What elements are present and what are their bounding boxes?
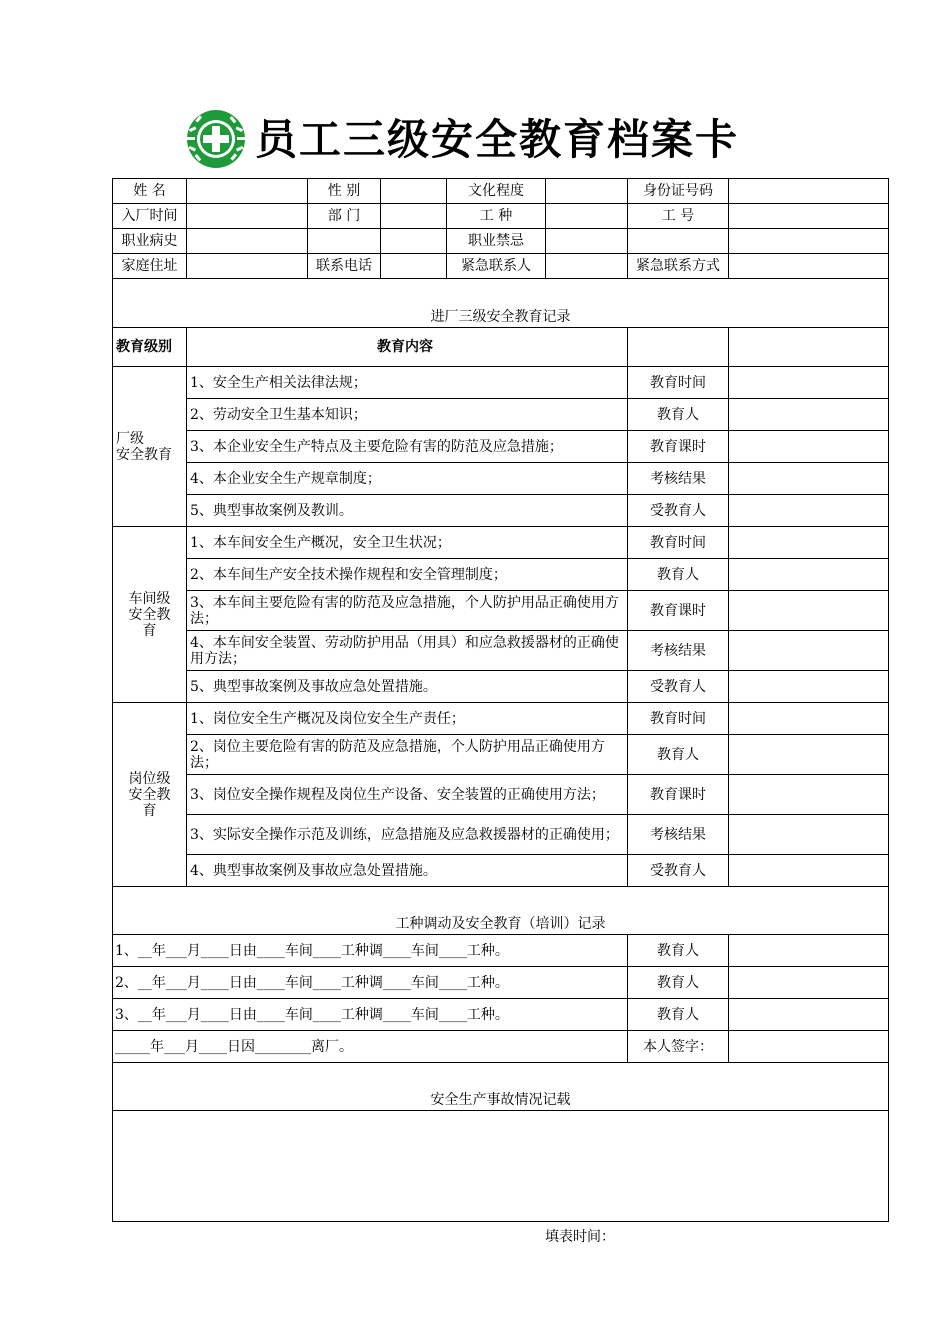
empty-cell [381,229,447,254]
record-value[interactable] [729,775,889,815]
transfer-value[interactable] [729,935,889,967]
transfer-section-title: 工种调动及安全教育（培训）记录 [113,887,889,935]
leave-row[interactable]: _____年___月____日因________离厂。 [113,1031,628,1063]
header-empty [628,328,729,367]
value-name[interactable] [187,179,308,204]
label-entry-date: 入厂时间 [113,204,187,229]
value-job-type[interactable] [546,204,628,229]
record-label: 教育人 [628,559,729,591]
record-label: 教育时间 [628,527,729,559]
transfer-row[interactable]: 2、__年___月____日由____车间____工种调____车间____工种。 [113,967,628,999]
safety-education-card [112,178,889,1222]
label-name: 姓 名 [113,179,187,204]
record-label: 受教育人 [628,671,729,703]
label-gender: 性 别 [308,179,381,204]
record-value[interactable] [729,703,889,735]
content-item: 4、典型事故案例及事故应急处置措施。 [187,855,628,887]
label-occupational-contraindication: 职业禁忌 [447,229,546,254]
fill-time-label: 填表时间： [545,1229,615,1245]
content-item: 5、典型事故案例及事故应急处置措施。 [187,671,628,703]
value-home-address[interactable] [187,254,308,279]
level-factory: 厂级 安全教育 [113,367,187,527]
record-value[interactable] [729,527,889,559]
signature-value[interactable] [729,1031,889,1063]
record-value[interactable] [729,591,889,631]
label-phone: 联系电话 [308,254,381,279]
record-label: 教育课时 [628,775,729,815]
record-label: 考核结果 [628,631,729,671]
value-id-number[interactable] [729,179,889,204]
header-empty [729,328,889,367]
record-value[interactable] [729,855,889,887]
header [0,104,950,176]
value-phone[interactable] [381,254,447,279]
transfer-value[interactable] [729,999,889,1031]
record-label: 教育时间 [628,367,729,399]
content-item: 1、岗位安全生产概况及岗位安全生产责任； [187,703,628,735]
content-item: 1、安全生产相关法律法规； [187,367,628,399]
record-label: 受教育人 [628,495,729,527]
accident-record-area[interactable] [113,1111,889,1222]
record-label: 教育人 [628,399,729,431]
record-value[interactable] [729,463,889,495]
record-label: 考核结果 [628,815,729,855]
content-item: 2、劳动安全卫生基本知识； [187,399,628,431]
signature-label: 本人签字： [628,1031,729,1063]
header-content: 教育内容 [187,328,628,367]
record-value[interactable] [729,495,889,527]
label-home-address: 家庭住址 [113,254,187,279]
value-entry-date[interactable] [187,204,308,229]
content-item: 3、本企业安全生产特点及主要危险有害的防范及应急措施； [187,431,628,463]
transfer-value[interactable] [729,967,889,999]
record-label: 教育课时 [628,431,729,463]
transfer-row[interactable]: 3、__年___月____日由____车间____工种调____车间____工种。 [113,999,628,1031]
safety-cross-logo-icon [185,108,247,170]
content-item: 4、本车间安全装置、劳动防护用品（用具）和应急救援器材的正确使用方法； [187,631,628,671]
empty-cell [308,229,381,254]
label-emergency-contact-method: 紧急联系方式 [628,254,729,279]
record-label: 受教育人 [628,855,729,887]
content-item: 3、实际安全操作示范及训练，应急措施及应急救援器材的正确使用； [187,815,628,855]
record-value[interactable] [729,671,889,703]
transfer-label: 教育人 [628,967,729,999]
record-value[interactable] [729,399,889,431]
content-item: 3、岗位安全操作规程及岗位生产设备、安全装置的正确使用方法； [187,775,628,815]
content-item: 4、本企业安全生产规章制度； [187,463,628,495]
empty-cell [628,229,729,254]
content-item: 2、本车间生产安全技术操作规程和安全管理制度； [187,559,628,591]
label-id-number: 身份证号码 [628,179,729,204]
content-item: 2、岗位主要危险有害的防范及应急措施，个人防护用品正确使用方法； [187,735,628,775]
record-label: 考核结果 [628,463,729,495]
page-title: 员工三级安全教育档案卡 [255,115,740,164]
label-education: 文化程度 [447,179,546,204]
value-department[interactable] [381,204,447,229]
record-value[interactable] [729,815,889,855]
content-item: 1、本车间安全生产概况，安全卫生状况； [187,527,628,559]
label-job-type: 工 种 [447,204,546,229]
level-post: 岗位级 安全教 育 [113,703,187,887]
accident-section-title: 安全生产事故情况记载 [113,1063,889,1111]
record-label: 教育时间 [628,703,729,735]
empty-cell [729,229,889,254]
value-occupational-history[interactable] [187,229,308,254]
record-value[interactable] [729,559,889,591]
record-label: 教育课时 [628,591,729,631]
label-employee-no: 工 号 [628,204,729,229]
record-value[interactable] [729,631,889,671]
value-education[interactable] [546,179,628,204]
label-occupational-history: 职业病史 [113,229,187,254]
label-department: 部 门 [308,204,381,229]
value-occupational-contraindication[interactable] [546,229,628,254]
record-section-title: 进厂三级安全教育记录 [113,279,889,328]
transfer-label: 教育人 [628,999,729,1031]
content-item: 5、典型事故案例及教训。 [187,495,628,527]
record-value[interactable] [729,735,889,775]
value-gender[interactable] [381,179,447,204]
level-workshop: 车间级 安全教 育 [113,527,187,703]
header-level: 教育级别 [113,328,187,367]
content-item: 3、本车间主要危险有害的防范及应急措施，个人防护用品正确使用方法； [187,591,628,631]
value-employee-no[interactable] [729,204,889,229]
label-emergency-contact: 紧急联系人 [447,254,546,279]
transfer-label: 教育人 [628,935,729,967]
value-emergency-contact-method[interactable] [729,254,889,279]
transfer-row[interactable]: 1、__年___月____日由____车间____工种调____车间____工种。 [113,935,628,967]
record-value[interactable] [729,431,889,463]
record-label: 教育人 [628,735,729,775]
value-emergency-contact[interactable] [546,254,628,279]
record-value[interactable] [729,367,889,399]
